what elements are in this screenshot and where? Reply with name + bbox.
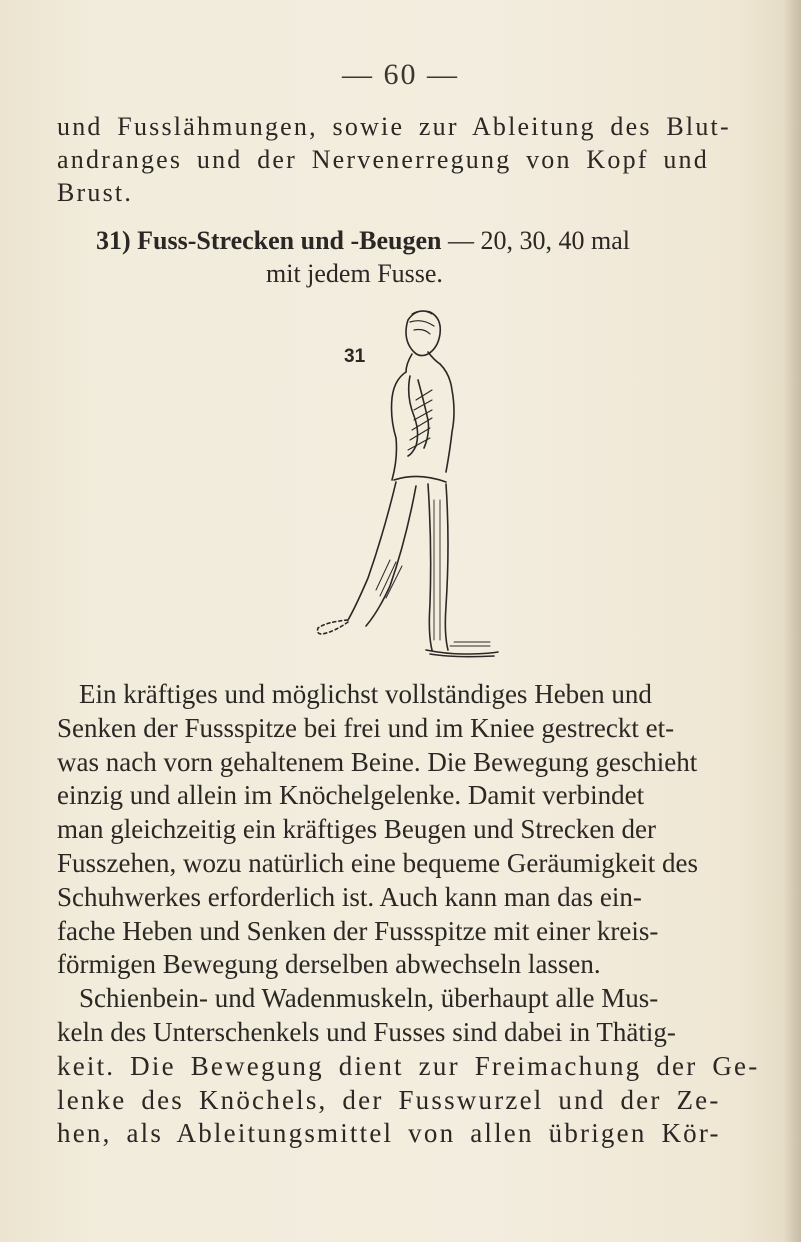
figure-label: 31 — [344, 346, 366, 367]
exercise-reps: — 20, 30, 40 mal — [448, 226, 631, 255]
body-line: einzig und allein im Knöchelgelenke. Damit verbindet — [57, 780, 645, 811]
body-line: was nach vorn gehaltenem Beine. Die Bewegung geschieht — [57, 746, 698, 777]
standing-figure-illustration — [290, 300, 520, 670]
body-line: hen, als Ableitungsmittel von allen übrigen Kör- — [57, 1118, 721, 1149]
intro-line: andranges und der Nervenerregung von Kopf und — [57, 145, 709, 174]
body-line: Ein kräftiges und möglichst vollständiges Heben und — [79, 679, 652, 709]
body-line: keln des Unterschenkels und Fusses sind dabei in Thätig- — [57, 1016, 676, 1047]
body-line: lenke des Knöchels, der Fusswurzel und der Ze- — [57, 1084, 721, 1115]
intro-line: Brust. — [57, 178, 134, 207]
intro-paragraph — [57, 110, 731, 209]
body-line: fache Heben und Senken der Fussspitze mit einer kreis- — [57, 915, 659, 946]
body-line: Schienbein- und Wadenmuskeln, überhaupt alle Mus- — [79, 983, 659, 1014]
exercise-subtitle: mit jedem Fusse. — [266, 259, 443, 288]
body-line: man gleichzeitig ein kräftiges Beugen und Strecken der — [57, 814, 657, 845]
body-line: förmigen Bewegung derselben abwechseln lassen. — [57, 949, 601, 980]
page-number: — 60 — — [342, 58, 459, 91]
intro-line: und Fusslähmungen, sowie zur Ableitung des Blut- — [57, 112, 731, 141]
body-line: Senken der Fussspitze bei frei und im Kniee gestreckt et- — [57, 712, 675, 743]
exercise-number: 31) — [96, 226, 131, 255]
body-line: Fusszehen, wozu natürlich eine bequeme Geräumigkeit des — [57, 847, 699, 878]
body-line: Schuhwerkes erforderlich ist. Auch kann man das ein- — [57, 881, 642, 912]
exercise-heading — [96, 224, 736, 290]
body-paragraph — [57, 678, 760, 1151]
body-line: keit. Die Bewegung dient zur Freimachung der Ge- — [57, 1050, 760, 1081]
page-edge-shadow — [783, 0, 801, 1242]
exercise-title: Fuss-Strecken und -Beugen — [137, 226, 442, 255]
